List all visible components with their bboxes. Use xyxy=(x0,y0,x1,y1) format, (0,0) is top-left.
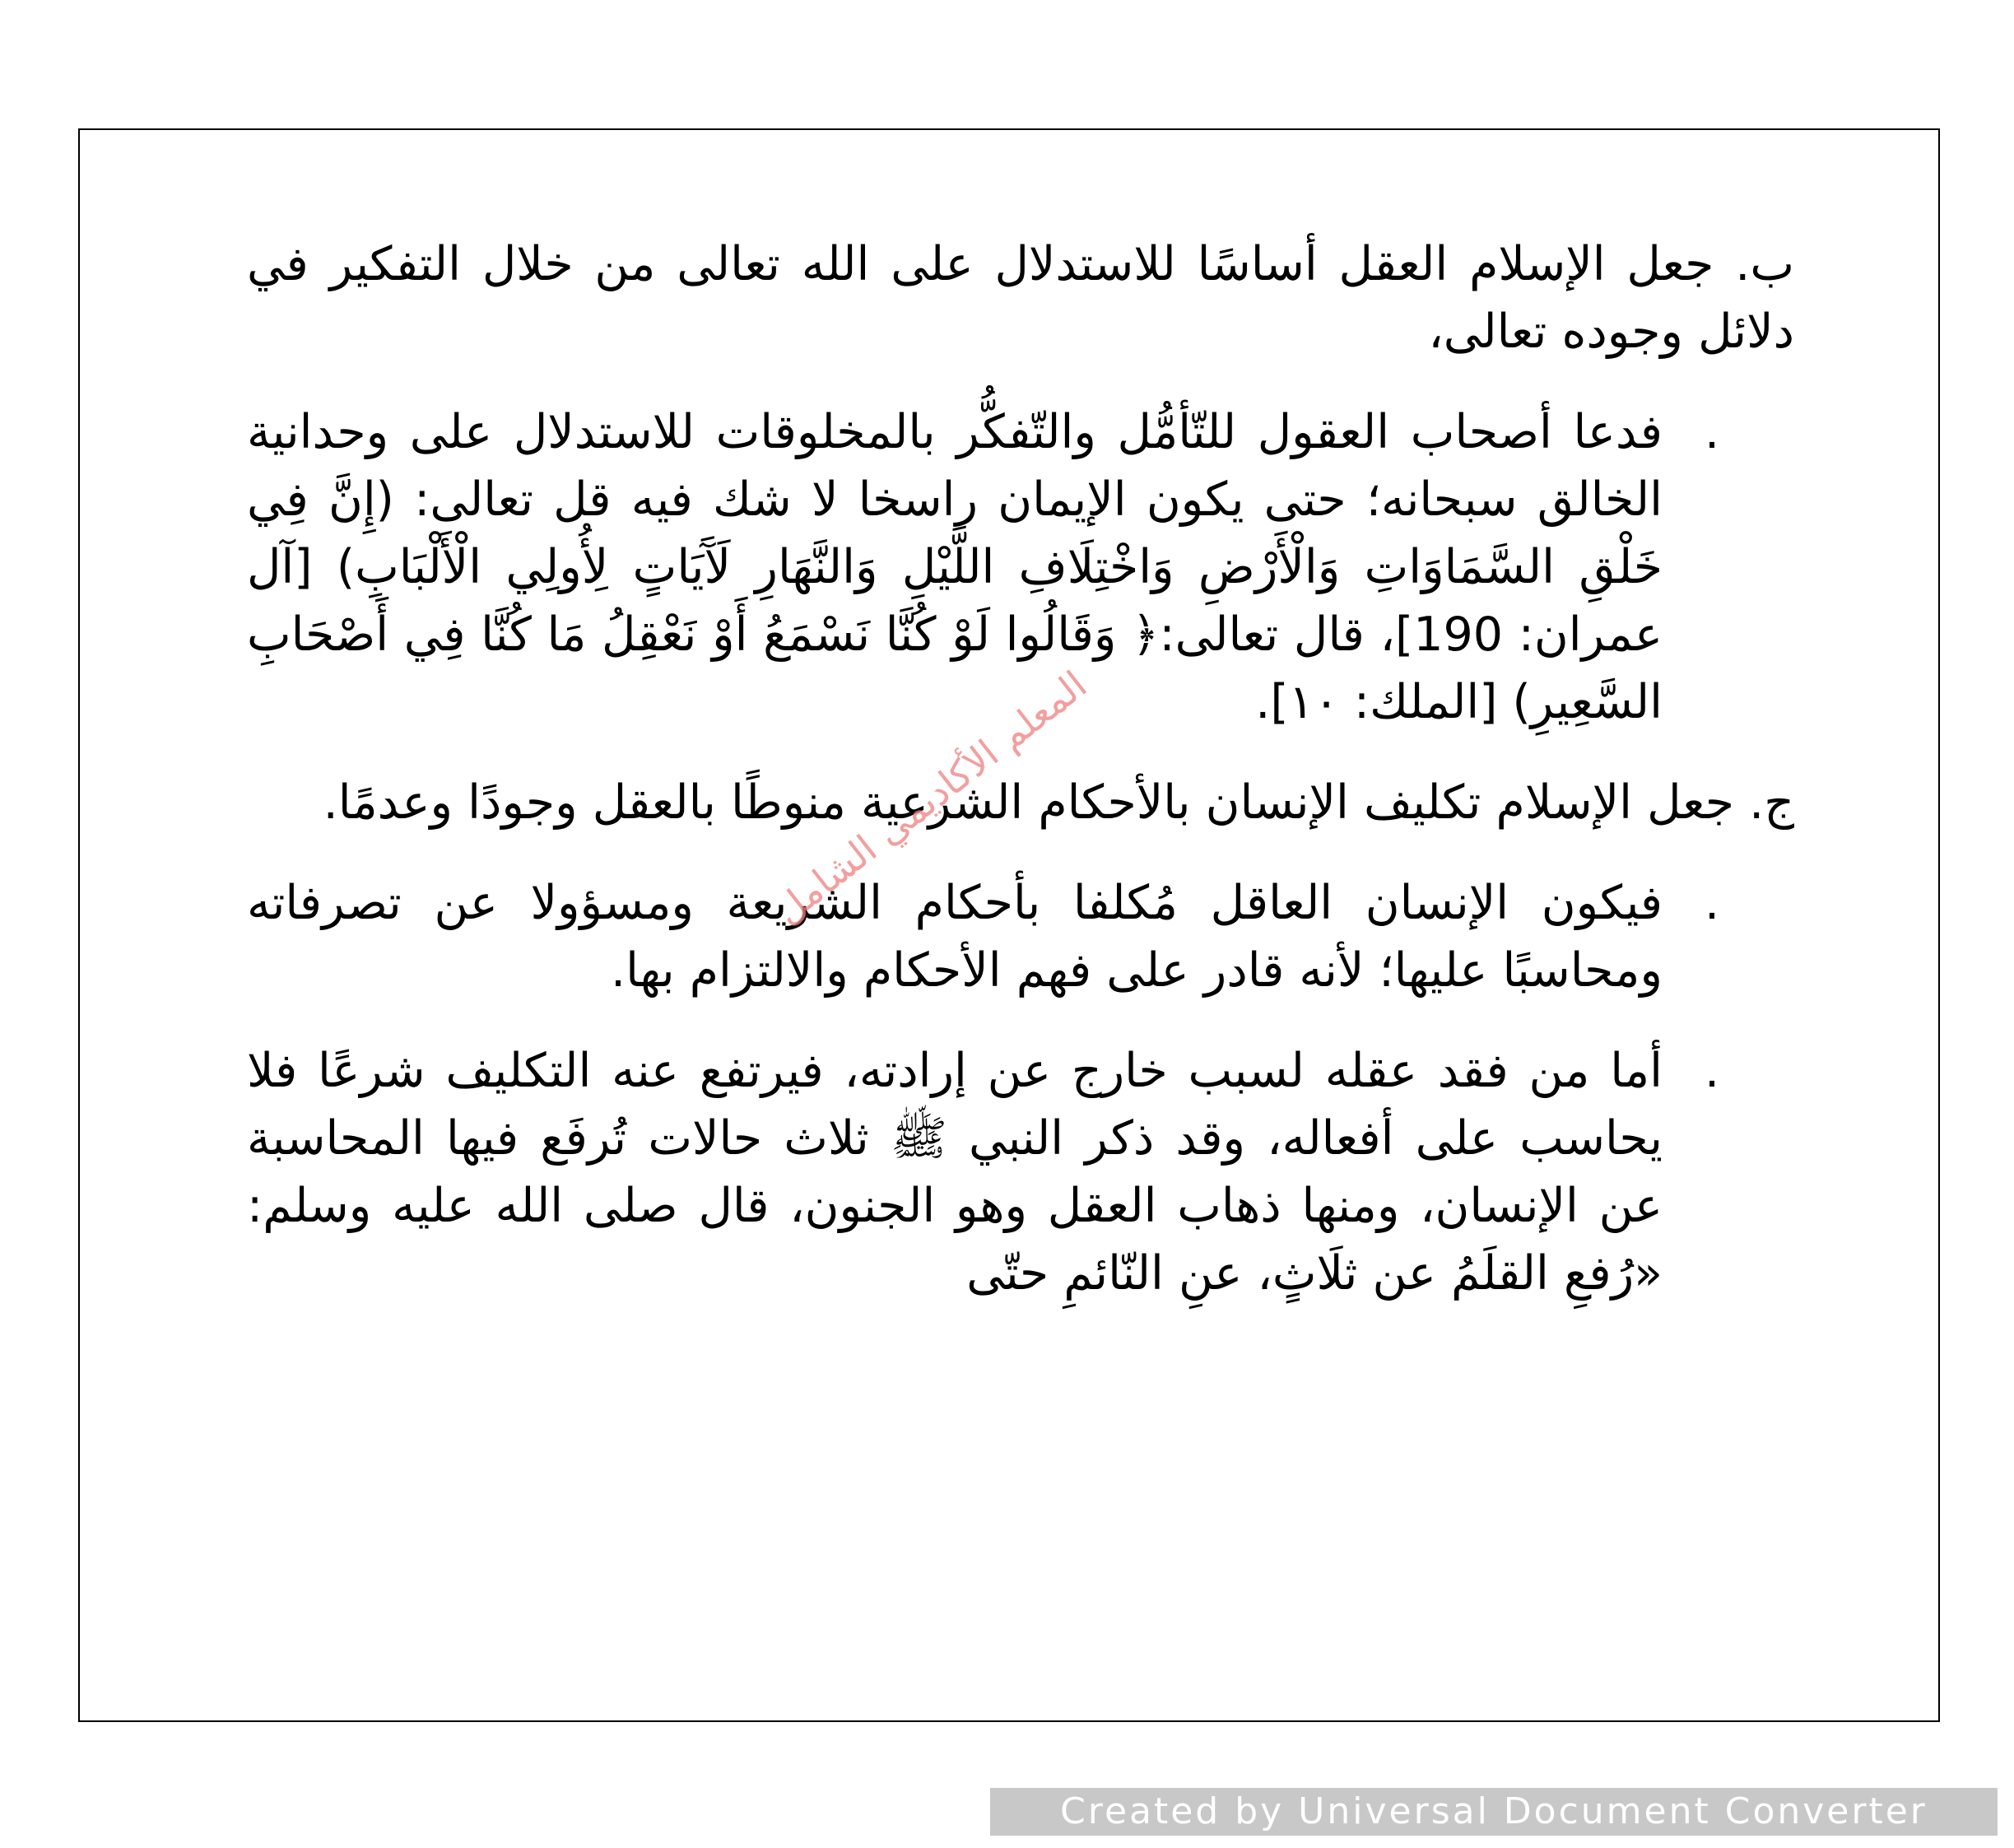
watermark-text: المعلم الأكاديمي الشامل xyxy=(765,662,1095,933)
converter-banner: Created by Universal Document Converter xyxy=(990,1788,1998,1836)
paragraph-text: فيكون الإنسان العاقل مُكلفا بأحكام الشريعة ومسؤولا عن تصرفاته ومحاسبًا عليها؛ لأنه قادر على فهم الأحكام والالتزام بها. xyxy=(247,876,1663,998)
paragraph-lettered-b: ب. جعل الإسلام العقل أساسًا للاستدلال على الله تعالى من خلال التفكير في دلائل وجوده تعالى، xyxy=(247,237,1794,359)
paragraph-bullet-responsibility xyxy=(247,869,1811,1004)
paragraph-bullet-reflection xyxy=(247,398,1811,736)
bullet-marker: . xyxy=(1704,876,1720,930)
paragraph-lettered-j: ج. جعل الإسلام تكليف الإنسان بالأحكام الشرعية منوطًا بالعقل وجودًا وعدمًا. xyxy=(323,775,1794,830)
bullet-marker: . xyxy=(1704,1044,1720,1098)
paragraph-text: فدعا أصحاب العقول للتّأمُّل والتّفكُّر بالمخلوقات للاستدلال على وحدانية الخالق سبحانه؛ حتى يكون الإيمان راسخا لا شك فيه قل تعالى: (إِنَّ فِي خَلْقِ السَّمَاوَاتِ وَالْأَرْضِ وَاخْتِلَافِ اللَّيْلِ وَالنَّهَارِ لَآَيَاتٍ لِأُولِي الْأَلْبَابِ) [آل عمران: 190]، قال تعالى:﴿ وَقَالُوا لَوْ كُنَّا نَسْمَعُ أَوْ نَعْقِلُ مَا كُنَّا فِي أَصْحَابِ السَّعِيرِ) [الملك: ١٠]. xyxy=(247,405,1663,729)
paragraph-text: أما من فقد عقله لسبب خارج عن إرادته، فيرتفع عنه التكليف شرعًا فلا يحاسب على أفعاله، وقد ذكر النبي ﷺ ثلاث حالات تُرفَع فيها المحاسبة عن الإنسان، ومنها ذهاب العقل وهو الجنون، قال صلى الله عليه وسلم: «رُفعِ القلَمُ عن ثلَاثٍ، عنِ النّائمِ حتّى xyxy=(247,1044,1663,1301)
bullet-marker: . xyxy=(1704,405,1720,459)
document-body xyxy=(247,230,1811,1340)
paragraph-bullet-exemption xyxy=(247,1037,1811,1307)
